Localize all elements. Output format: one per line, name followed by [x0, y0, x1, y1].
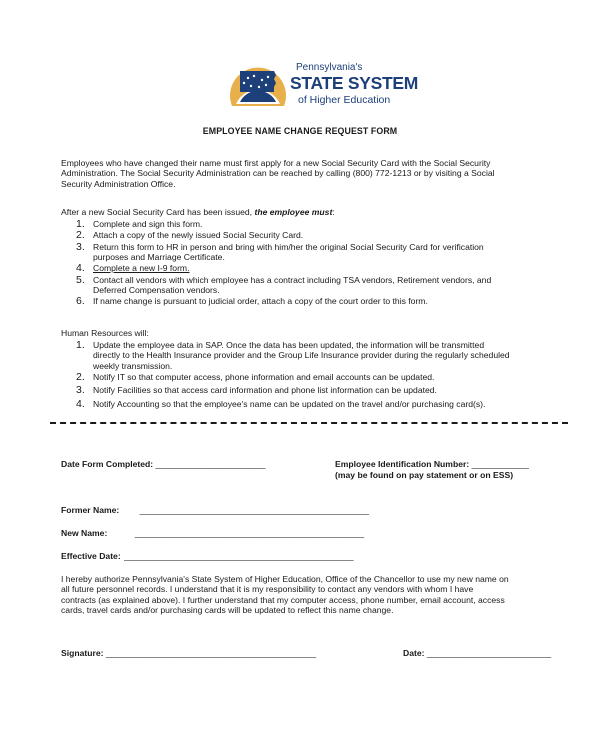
- signature-date-line[interactable]: __________________________: [426, 648, 552, 658]
- former-name-line[interactable]: ________________________________________________: [139, 505, 370, 515]
- item-text: purposes and Marriage Certificate.: [93, 251, 225, 262]
- effective-date-label: Effective Date:: [61, 551, 121, 561]
- date-completed-line[interactable]: _______________________: [155, 459, 266, 469]
- item-text: Notify IT so that computer access, phone information and email accounts can be updated.: [93, 371, 435, 382]
- item-number: 4.: [76, 262, 85, 275]
- intro-line: Administration. The Social Security Administration can be reached by calling (800) 772-1213 or by visiting a Social: [61, 168, 495, 179]
- item-text: Update the employee data in SAP. Once the data has been updated, the information will be transmitted: [93, 340, 485, 350]
- employee-id-line[interactable]: ____________: [471, 459, 529, 469]
- authorization-paragraph: [61, 574, 561, 615]
- item-text: Contact all vendors with which employee has a contract including TSA vendors, Retirement vendors, and: [93, 274, 492, 285]
- item-number: 6.: [76, 295, 85, 308]
- new-name-line[interactable]: ________________________________________________: [134, 528, 365, 538]
- employee-id-label: Employee Identification Number:: [335, 459, 470, 469]
- item-text: Notify Accounting so that the employee's name can be updated on the travel and/or purchasing card(s).: [93, 398, 486, 409]
- effective-date-field[interactable]: [61, 551, 354, 561]
- authorization-line: cards, travel cards and/or purchasing cards will be updated to reflect this name change.: [61, 604, 394, 615]
- intro-line: Employees who have changed their name must first apply for a new Social Security Card with the Social Security: [61, 158, 491, 168]
- form-title: EMPLOYEE NAME CHANGE REQUEST FORM: [202, 126, 398, 136]
- signature-field[interactable]: [61, 648, 316, 658]
- former-name-label: Former Name:: [61, 505, 120, 515]
- authorization-line: all future personnel records. I understand that it is my responsibility to contact any vendors with whom I have: [61, 584, 474, 595]
- list-item: [76, 230, 546, 240]
- effective-date-line[interactable]: ________________________________________________: [124, 551, 354, 561]
- list-item: [76, 372, 546, 382]
- logo-line-2: STATE SYSTEM: [290, 73, 418, 93]
- date-completed-label: Date Form Completed:: [61, 459, 154, 469]
- employee-id-field[interactable]: [335, 459, 529, 469]
- employee-lead-emphasis: the employee must: [254, 207, 333, 217]
- date-completed-field[interactable]: [61, 459, 265, 469]
- item-text: Complete and sign this form.: [93, 219, 203, 229]
- employee-lead-text: After a new Social Security Card has been issued,: [61, 207, 255, 217]
- hr-steps-list: [76, 340, 546, 409]
- item-number: 2.: [76, 229, 85, 242]
- former-name-field[interactable]: [61, 505, 369, 515]
- item-number: 3.: [76, 384, 85, 397]
- list-item: [76, 219, 546, 229]
- item-text: Attach a copy of the newly issued Social Security Card.: [93, 230, 304, 241]
- item-text: Deferred Compensation vendors.: [93, 284, 220, 295]
- new-name-field[interactable]: [61, 528, 364, 538]
- item-number: 5.: [76, 273, 85, 286]
- item-text: If name change is pursuant to judicial order, attach a copy of the court order to this form.: [93, 296, 428, 307]
- employee-steps-list: [76, 219, 546, 308]
- list-item: [76, 275, 546, 296]
- list-item: [76, 296, 546, 306]
- signature-date-field[interactable]: [403, 648, 551, 658]
- section-divider: [50, 422, 568, 424]
- signature-date-label: Date:: [403, 648, 425, 658]
- state-system-logo: [226, 56, 426, 112]
- new-name-label: New Name:: [61, 528, 108, 538]
- hr-section-lead: Human Resources will:: [61, 328, 149, 338]
- list-item: [76, 263, 546, 273]
- intro-line: Security Administration Office.: [61, 178, 176, 189]
- employee-lead-end: :: [332, 207, 335, 217]
- item-number: 1.: [76, 339, 85, 351]
- logo-line-3: of Higher Education: [298, 94, 391, 106]
- employee-id-note: (may be found on pay statement or on ESS): [335, 470, 514, 480]
- item-number: 3.: [76, 240, 85, 253]
- list-item: [76, 385, 546, 395]
- signature-label: Signature:: [61, 648, 104, 658]
- employee-section-lead: [61, 207, 335, 217]
- item-number: 1.: [76, 218, 85, 230]
- item-text: Complete a new I-9 form.: [93, 263, 190, 274]
- keystone-emblem-icon: [226, 56, 290, 112]
- item-text: weekly transmission.: [93, 360, 173, 371]
- item-number: 2.: [76, 370, 85, 383]
- list-item: [76, 242, 546, 263]
- intro-paragraph: [61, 158, 549, 189]
- list-item: [76, 340, 546, 371]
- list-item: [76, 399, 546, 409]
- item-number: 4.: [76, 397, 85, 410]
- signature-line[interactable]: ____________________________________________: [105, 648, 317, 658]
- item-text: Return this form to HR in person and bring with him/her the original Social Security Card for verification: [93, 241, 484, 252]
- item-text: directly to the Health Insurance provider and the Group Life Insurance provider during the regularly scheduled: [93, 350, 510, 361]
- authorization-line: I hereby authorize Pennsylvania's State System of Higher Education, Office of the Chancellor to use my new name on: [61, 574, 509, 584]
- logo-line-1: Pennsylvania's: [296, 62, 363, 73]
- authorization-line: contracts (as explained above). I further understand that my computer access, phone number, email account, access: [61, 594, 505, 605]
- item-text: Notify Facilities so that access card information and phone list information can be updated.: [93, 385, 437, 396]
